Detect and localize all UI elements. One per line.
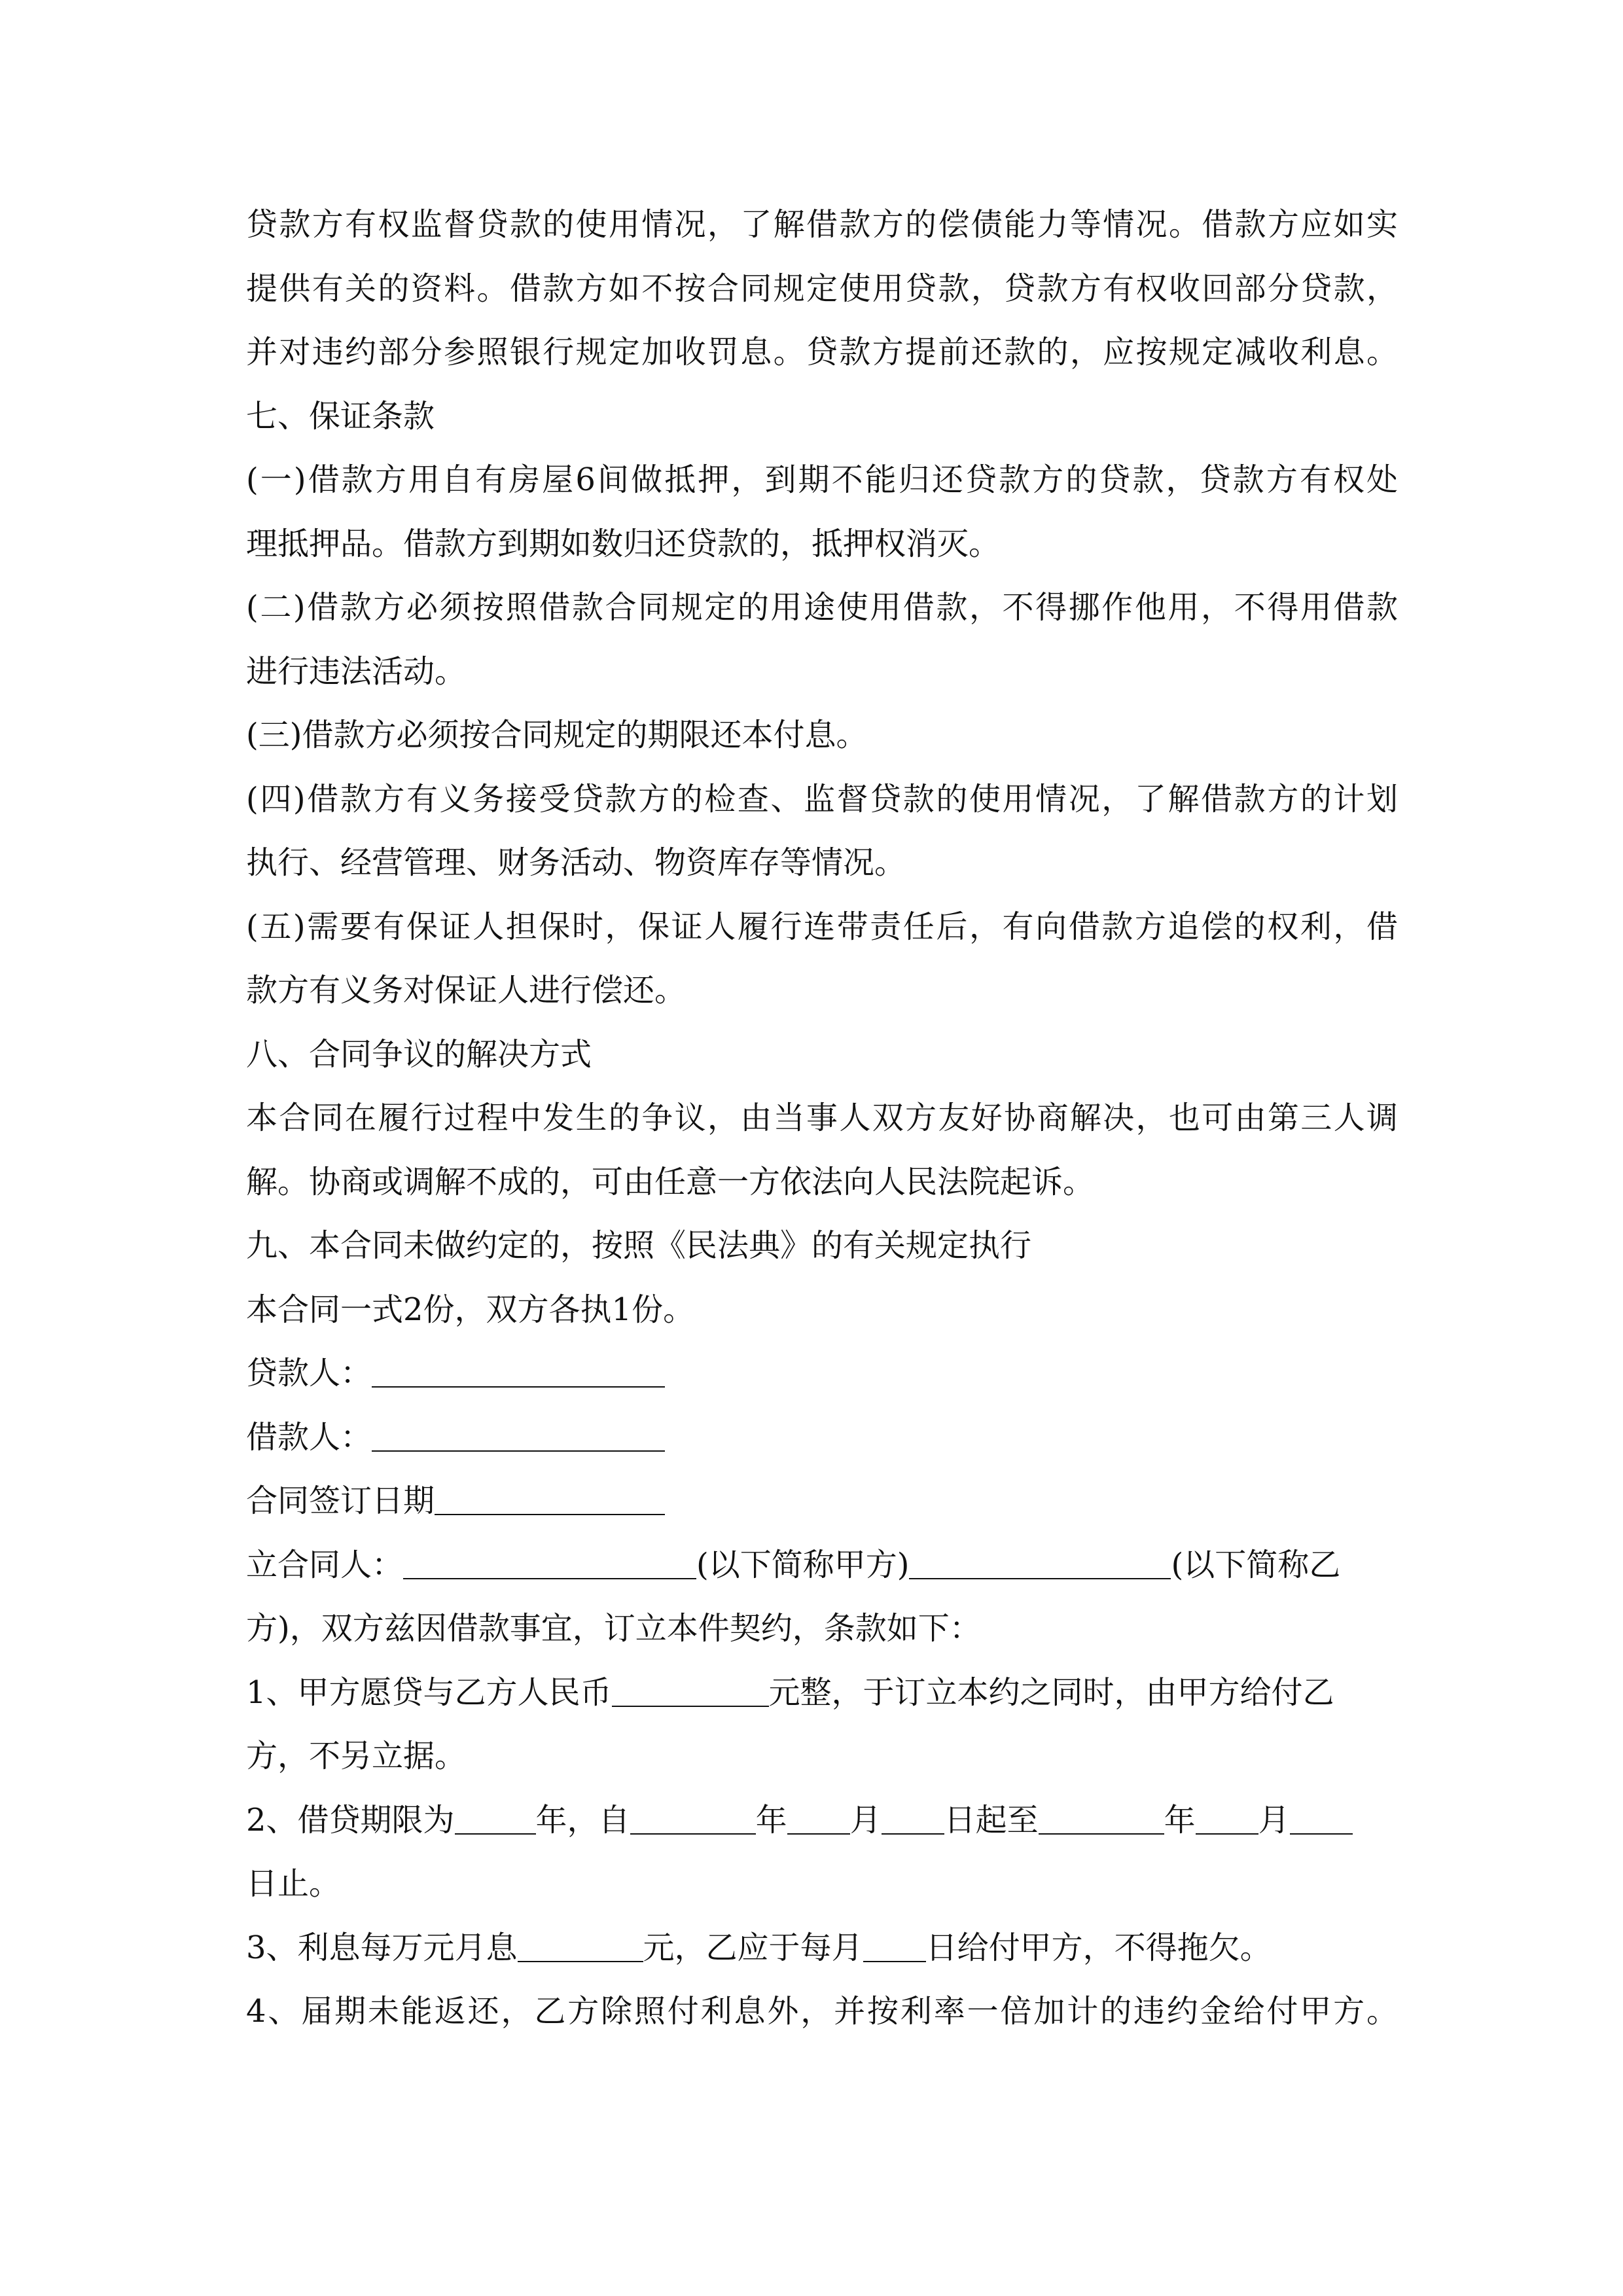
section-heading-civil-code: 九、本合同未做约定的，按照《民法典》的有关规定执行 [246, 1227, 1032, 1264]
end-day-blank[interactable] [1290, 1807, 1353, 1835]
borrower-signature-line [246, 1406, 1398, 1470]
party-b-blank[interactable] [909, 1552, 1171, 1579]
day-label: 日起至 [944, 1801, 1039, 1839]
year-label: 年 [1164, 1801, 1196, 1839]
start-month-blank[interactable] [787, 1807, 850, 1835]
sign-date-label: 合同签订日期 [246, 1482, 435, 1519]
clause-2-line [246, 1789, 1398, 1853]
amount-blank[interactable] [612, 1679, 769, 1707]
text-line: 本合同一式2份，双方各执1份。 [246, 1291, 695, 1328]
month-label: 月 [1258, 1801, 1290, 1839]
text-line: (五)需要有保证人担保时，保证人履行连带责任后，有向借款方追偿的权利，借 [246, 908, 1398, 945]
term-years-blank[interactable] [455, 1807, 536, 1835]
year-label: 年，自 [535, 1801, 630, 1839]
text-line: (一)借款方用自有房屋6间做抵押，到期不能归还贷款方的贷款，贷款方有权处 [246, 461, 1398, 498]
end-year-blank[interactable] [1039, 1807, 1164, 1835]
pay-day-blank[interactable] [863, 1935, 926, 1962]
text-line: 解。协商或调解不成的，可由任意一方依法向人民法院起诉。 [246, 1163, 1095, 1200]
text-line: 款方有义务对保证人进行偿还。 [246, 972, 687, 1009]
parties-prefix: 立合同人： [246, 1546, 404, 1583]
month-label: 月 [849, 1801, 882, 1839]
clause-4-line: 4、届期未能返还，乙方除照付利息外，并按利率一倍加计的违约金给付甲方。 [246, 1993, 1398, 2030]
clause-1-prefix: 1、甲方愿贷与乙方人民币 [246, 1674, 612, 1711]
party-b-suffix: (以下简称乙 [1171, 1546, 1341, 1583]
section-heading-dispute: 八、合同争议的解决方式 [246, 1035, 592, 1073]
contract-text [246, 193, 1398, 2044]
text-line: (二)借款方必须按照借款合同规定的用途使用借款，不得挪作他用，不得用借款 [246, 589, 1398, 626]
text-line: 进行违法活动。 [246, 653, 467, 690]
start-day-blank[interactable] [882, 1807, 944, 1835]
start-year-blank[interactable] [630, 1807, 756, 1835]
sign-date-blank[interactable] [435, 1488, 665, 1515]
text-line: 理抵押品。借款方到期如数归还贷款的，抵押权消灭。 [246, 525, 1001, 562]
section-heading-guarantee: 七、保证条款 [246, 397, 435, 435]
parties-line [246, 1534, 1398, 1598]
text-line: (四)借款方有义务接受贷款方的检查、监督贷款的使用情况，了解借款方的计划 [246, 780, 1398, 817]
lender-signature-line [246, 1342, 1398, 1406]
year-label: 年 [755, 1801, 787, 1839]
lender-blank[interactable] [372, 1360, 665, 1388]
text-line: 执行、经营管理、财务活动、物资库存等情况。 [246, 844, 906, 881]
borrower-label: 借款人： [246, 1418, 372, 1456]
party-a-blank[interactable] [403, 1552, 696, 1579]
text-line: 并对违约部分参照银行规定加收罚息。贷款方提前还款的，应按规定减收利息。 [246, 334, 1398, 370]
clause-3-line [246, 1916, 1398, 1981]
lender-label: 贷款人： [246, 1355, 372, 1391]
clause-3-suffix: 日给付甲方，不得拖欠。 [925, 1929, 1272, 1966]
clause-3-prefix: 3、利息每万元月息 [246, 1929, 518, 1966]
interest-blank[interactable] [518, 1935, 643, 1962]
clause-3-mid: 元，乙应于每月 [643, 1929, 863, 1966]
text-line: 贷款方有权监督贷款的使用情况，了解借款方的偿债能力等情况。借款方应如实 [246, 206, 1398, 243]
text-line: 日止。 [246, 1865, 341, 1902]
clause-2-prefix: 2、借贷期限为 [246, 1801, 455, 1839]
sign-date-line [246, 1469, 1398, 1534]
borrower-blank[interactable] [372, 1424, 665, 1452]
clause-1-suffix: 元整，于订立本约之同时，由甲方给付乙 [768, 1674, 1334, 1711]
text-line: (三)借款方必须按合同规定的期限还本付息。 [246, 717, 868, 753]
text-line: 本合同在履行过程中发生的争议，由当事人双方友好协商解决，也可由第三人调 [246, 1100, 1398, 1136]
text-line: 方)，双方兹因借款事宜，订立本件契约，条款如下： [246, 1610, 981, 1647]
text-line: 提供有关的资料。借款方如不按合同规定使用贷款，贷款方有权收回部分贷款， [246, 270, 1398, 307]
clause-1-line [246, 1661, 1398, 1725]
party-a-suffix: (以下简称甲方) [696, 1546, 910, 1583]
text-line: 方，不另立据。 [246, 1738, 467, 1774]
end-month-blank[interactable] [1196, 1807, 1258, 1835]
